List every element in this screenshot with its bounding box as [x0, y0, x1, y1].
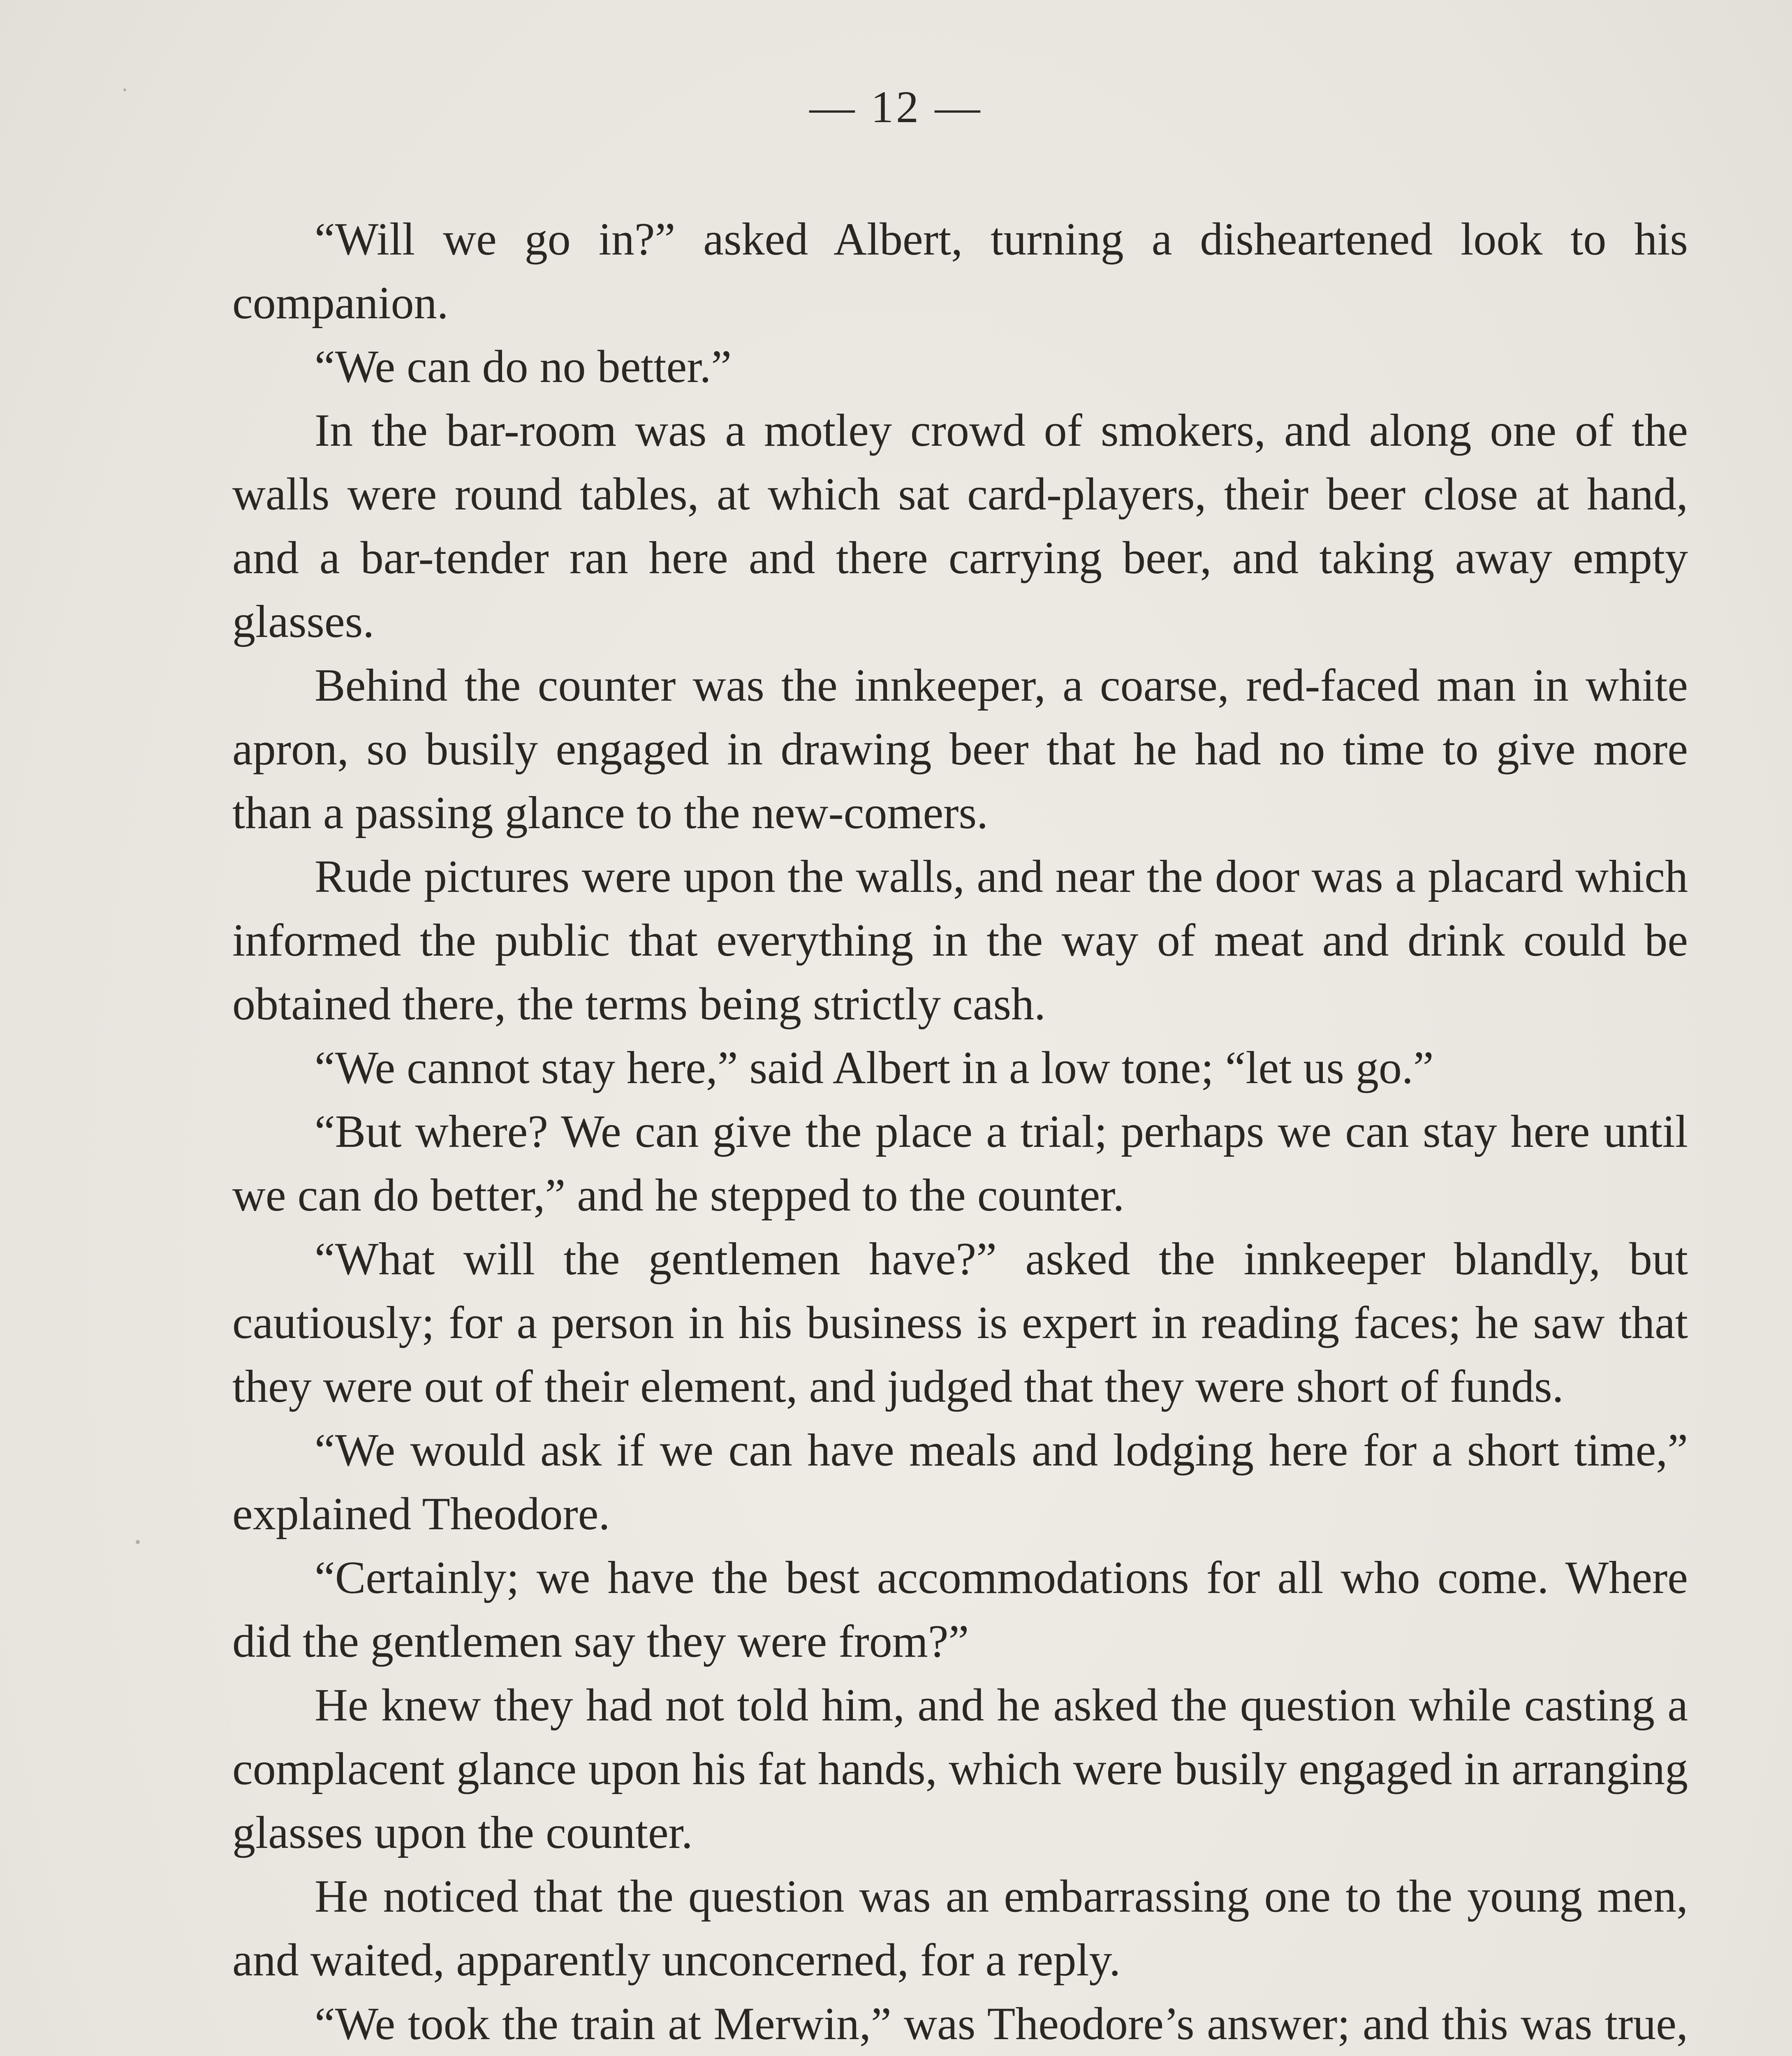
paper-speck: [123, 88, 126, 91]
paragraph: Behind the counter was the innkeeper, a coarse, red-faced man in white apron, so busily engaged in drawing beer that he had no time to give more than a passing glance to the new-comers.: [232, 660, 1688, 838]
page-number: — 12 —: [809, 82, 983, 132]
paragraph: “We would ask if we can have meals and lodging here for a short time,” explained Theodore.: [232, 1425, 1688, 1540]
body-text: [232, 208, 1688, 2056]
paper-speck: [136, 1540, 140, 1544]
paragraph: He noticed that the question was an embarrassing one to the young men, and waited, apparently unconcerned, for a reply.: [232, 1871, 1688, 1986]
paragraph: “What will the gentlemen have?” asked the innkeeper blandly, but cautiously; for a person in his business is expert in reading faces; he saw that they were out of their element, and judged that they were short of funds.: [232, 1234, 1688, 1412]
paragraph: “But where? We can give the place a trial; perhaps we can stay here until we can do better,” and he stepped to the counter.: [232, 1106, 1688, 1221]
paragraph: In the bar-room was a motley crowd of smokers, and along one of the walls were round tables, at which sat card-players, their beer close at hand, and a bar-tender ran here and there carrying beer, and taking away empty glasses.: [232, 405, 1688, 647]
paragraph: “Will we go in?” asked Albert, turning a disheartened look to his companion.: [232, 214, 1688, 329]
paragraph: “We can do no better.”: [315, 341, 732, 392]
paragraph: He knew they had not told him, and he asked the question while casting a complacent glance upon his fat hands, which were busily engaged in arranging glasses upon the counter.: [232, 1680, 1688, 1858]
paragraph: “We cannot stay here,” said Albert in a low tone; “let us go.”: [315, 1042, 1434, 1093]
paragraph: “Certainly; we have the best accommodations for all who come. Where did the gentlemen say they were from?”: [232, 1552, 1688, 1667]
paragraph: Rude pictures were upon the walls, and near the door was a placard which informed the public that everything in the way of meat and drink could be obtained there, the terms being strictly cash.: [232, 851, 1688, 1030]
paragraph: “We took the train at Merwin,” was Theodore’s answer; and this was true,: [315, 1998, 1688, 2049]
